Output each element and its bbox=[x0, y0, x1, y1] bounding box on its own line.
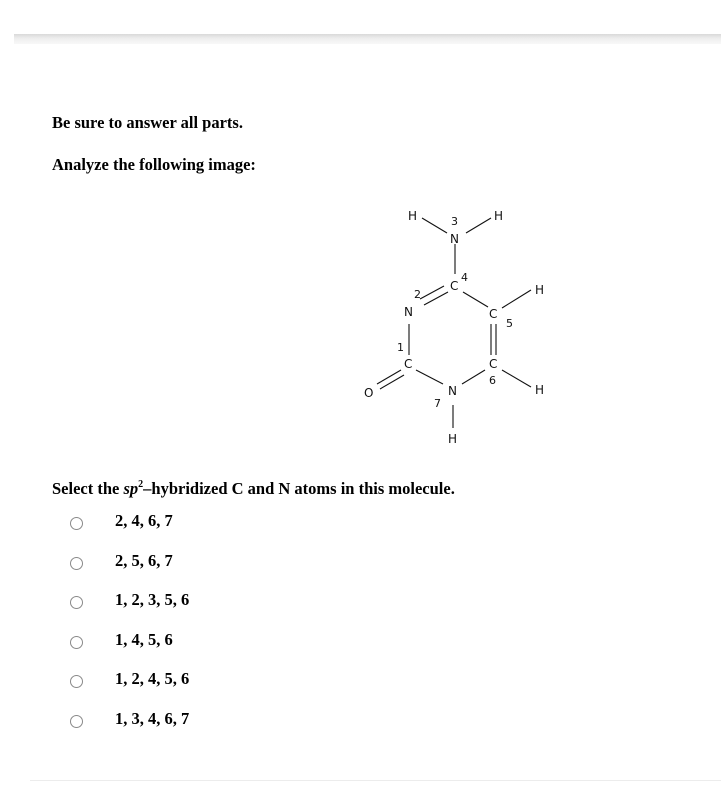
atom-n2: N bbox=[404, 305, 413, 319]
atom-h-top-left: H bbox=[408, 209, 418, 223]
question-prefix: Select the bbox=[52, 479, 124, 498]
answer-option-6[interactable] bbox=[70, 709, 189, 749]
atom-c5: C bbox=[489, 307, 498, 321]
analyze-prompt: Analyze the following image: bbox=[52, 155, 256, 174]
atom-c4: C bbox=[450, 279, 459, 293]
bond-c4-n2-a bbox=[424, 292, 448, 305]
question-exponent: 2 bbox=[138, 478, 144, 490]
atom-number-2: 2 bbox=[414, 288, 421, 301]
radio-button[interactable] bbox=[70, 715, 83, 728]
atom-h7: H bbox=[448, 432, 458, 446]
atom-number-6: 6 bbox=[489, 374, 496, 387]
option-label: 2, 4, 6, 7 bbox=[115, 511, 173, 530]
instruction-text: Be sure to answer all parts. bbox=[52, 113, 243, 132]
radio-button[interactable] bbox=[70, 517, 83, 530]
question-text bbox=[52, 479, 455, 499]
atom-number-1: 1 bbox=[397, 341, 404, 354]
question-suffix: –hybridized C and N atoms in this molecule. bbox=[143, 479, 455, 498]
molecule-structure bbox=[350, 198, 560, 458]
bottom-divider bbox=[30, 780, 721, 781]
radio-button[interactable] bbox=[70, 636, 83, 649]
atom-number-4: 4 bbox=[461, 271, 468, 284]
bond-c1-n7 bbox=[416, 370, 443, 384]
atom-c1: C bbox=[404, 357, 413, 371]
bond-c1-o-b bbox=[380, 375, 404, 389]
bond-c5-h5 bbox=[502, 290, 531, 308]
atom-number-7: 7 bbox=[434, 397, 441, 410]
option-label: 1, 2, 3, 5, 6 bbox=[115, 590, 190, 609]
radio-button[interactable] bbox=[70, 596, 83, 609]
radio-button[interactable] bbox=[70, 675, 83, 688]
bond-h-n3-left bbox=[422, 218, 447, 233]
answer-options bbox=[70, 511, 189, 748]
option-label: 2, 5, 6, 7 bbox=[115, 550, 173, 570]
answer-option-4[interactable] bbox=[70, 630, 189, 670]
answer-option-5[interactable] bbox=[70, 669, 189, 709]
atom-h-top-right: H bbox=[494, 209, 504, 223]
atom-number-3: 3 bbox=[451, 215, 458, 228]
option-label: 1, 4, 5, 6 bbox=[115, 629, 173, 649]
radio-button[interactable] bbox=[70, 557, 83, 570]
atom-n3: N bbox=[450, 232, 459, 246]
answer-option-3[interactable] bbox=[70, 590, 189, 630]
atom-n7: N bbox=[448, 384, 457, 398]
atom-c6: C bbox=[489, 357, 498, 371]
bond-n3-h-right bbox=[466, 218, 491, 233]
atom-h6: H bbox=[535, 383, 545, 397]
option-label: 1, 3, 4, 6, 7 bbox=[115, 708, 190, 728]
answer-option-1[interactable] bbox=[70, 511, 189, 551]
atom-o: O bbox=[364, 386, 374, 400]
atom-number-5: 5 bbox=[506, 317, 513, 330]
bond-c1-o-a bbox=[377, 370, 401, 384]
bond-c6-h6 bbox=[502, 370, 531, 387]
atom-h5: H bbox=[535, 283, 545, 297]
top-divider-bar bbox=[14, 34, 721, 44]
bond-c6-n7 bbox=[462, 370, 485, 384]
bond-c4-c5 bbox=[463, 292, 488, 307]
question-sp: sp bbox=[123, 479, 139, 498]
answer-option-2[interactable] bbox=[70, 551, 189, 591]
option-label: 1, 2, 4, 5, 6 bbox=[115, 669, 190, 688]
bond-c4-n2-b bbox=[420, 286, 444, 299]
